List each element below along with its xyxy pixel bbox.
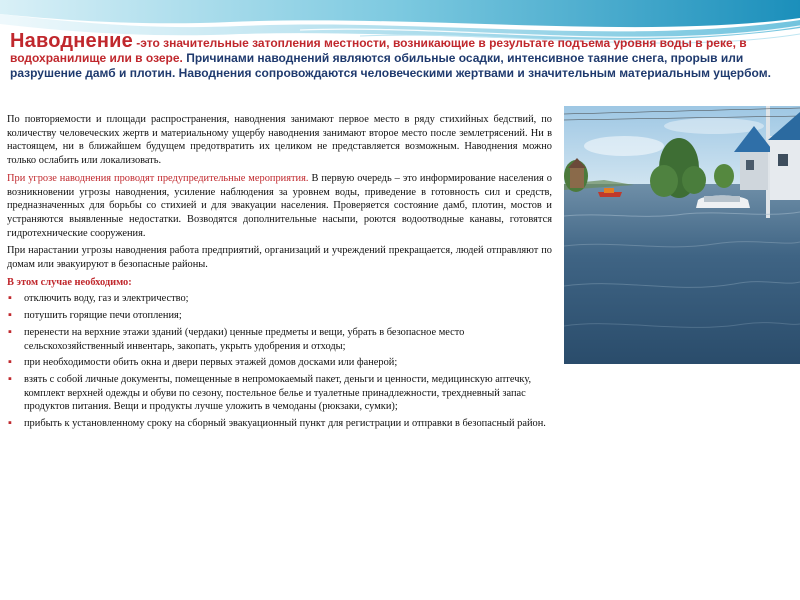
list-item-text: прибыть к установленному сроку на сборный эвакуационный пункт для регистрации и отправки в безопасный район. <box>24 418 546 430</box>
bullet-icon: ▪ <box>8 372 12 385</box>
slide-heading <box>10 30 790 81</box>
list-item <box>7 417 552 431</box>
bullet-icon: ▪ <box>8 309 12 322</box>
list-item <box>7 356 552 370</box>
list-item <box>7 292 552 306</box>
list-item <box>7 326 552 353</box>
list-item <box>7 309 552 323</box>
bullet-icon: ▪ <box>8 417 12 430</box>
preventive-measures-text: В первую очередь – это информирование населения о возникновении угрозы наводнения, усиление наблюдения за уровнем воды, приведение в готовность сил и средств, предназначенных для борьбы со стихией и для эвакуации населения. Проверяется состояние дамб, плотин, мостов и устраняются выявленные недостатки. Возводятся дополнительные насыпи, роются водоотводные канавы, готовятся гидротехнические сооружения. <box>7 172 552 239</box>
paragraph-threat-escalation: При нарастании угрозы наводнения работа предприятий, организаций и учреждений прекращается, людей отправляют по домам или эвакуируют в безопасные районы. <box>7 245 552 271</box>
term-definition: -это значительные затопления местности, возникающие в результате подъема уровня воды в реке, в водохранилище или в озере. <box>10 36 747 65</box>
list-item <box>7 373 552 414</box>
list-item-text: потушить горящие печи отопления; <box>24 310 182 322</box>
preventive-measures-lead: При угрозе наводнения проводят предупредительные мероприятия. <box>7 172 309 184</box>
necessary-list <box>7 292 552 430</box>
bullet-icon: ▪ <box>8 325 12 338</box>
term-title: Наводнение <box>10 30 133 52</box>
heading-causes-text: Причинами наводнений являются обильные осадки, интенсивное таяние снега, прорыв или разрушение дамб и плотин. Наводнения сопровождаются человеческими жертвами и значительным материальным ущербом. <box>10 51 771 80</box>
list-item-text: взять с собой личные документы, помещенные в непромокаемый пакет, деньги и ценности, медицинскую аптечку, комплект верхней одежды и обуви по сезону, постельное белье и туалетные принадлежности, трехдневный запас продуктов питания. Вещи и продукты лучше уложить в чемоданы (рюкзаки, сумки); <box>24 373 532 413</box>
main-text <box>7 113 552 434</box>
list-item-text: отключить воду, газ и электричество; <box>24 293 189 305</box>
necessary-heading: В этом случае необходимо: <box>7 276 132 288</box>
bullet-icon: ▪ <box>8 356 12 369</box>
flooded-village-photo <box>564 106 800 364</box>
paragraph-frequency: По повторяемости и площади распространения, наводнения занимают первое место в ряду стихийных бедствий, по количеству человеческих жертв и материальному ущербу наводнения занимают второе место после землетрясений. Ни в настоящем, ни в ближайшем будущем предотвратить их целиком не представляется возможным. Наводнения можно только ослабить или локализовать. <box>7 114 552 167</box>
list-item-text: перенести на верхние этажи зданий (чердаки) ценные предметы и вещи, убрать в безопасное место сельскохозяйственный инвентарь, закопать, укрыть удобрения и отходы; <box>24 326 465 352</box>
bullet-icon: ▪ <box>8 292 12 305</box>
paragraph-preventive-measures <box>7 172 552 241</box>
list-item-text: при необходимости обить окна и двери первых этажей домов досками или фанерой; <box>24 357 398 369</box>
